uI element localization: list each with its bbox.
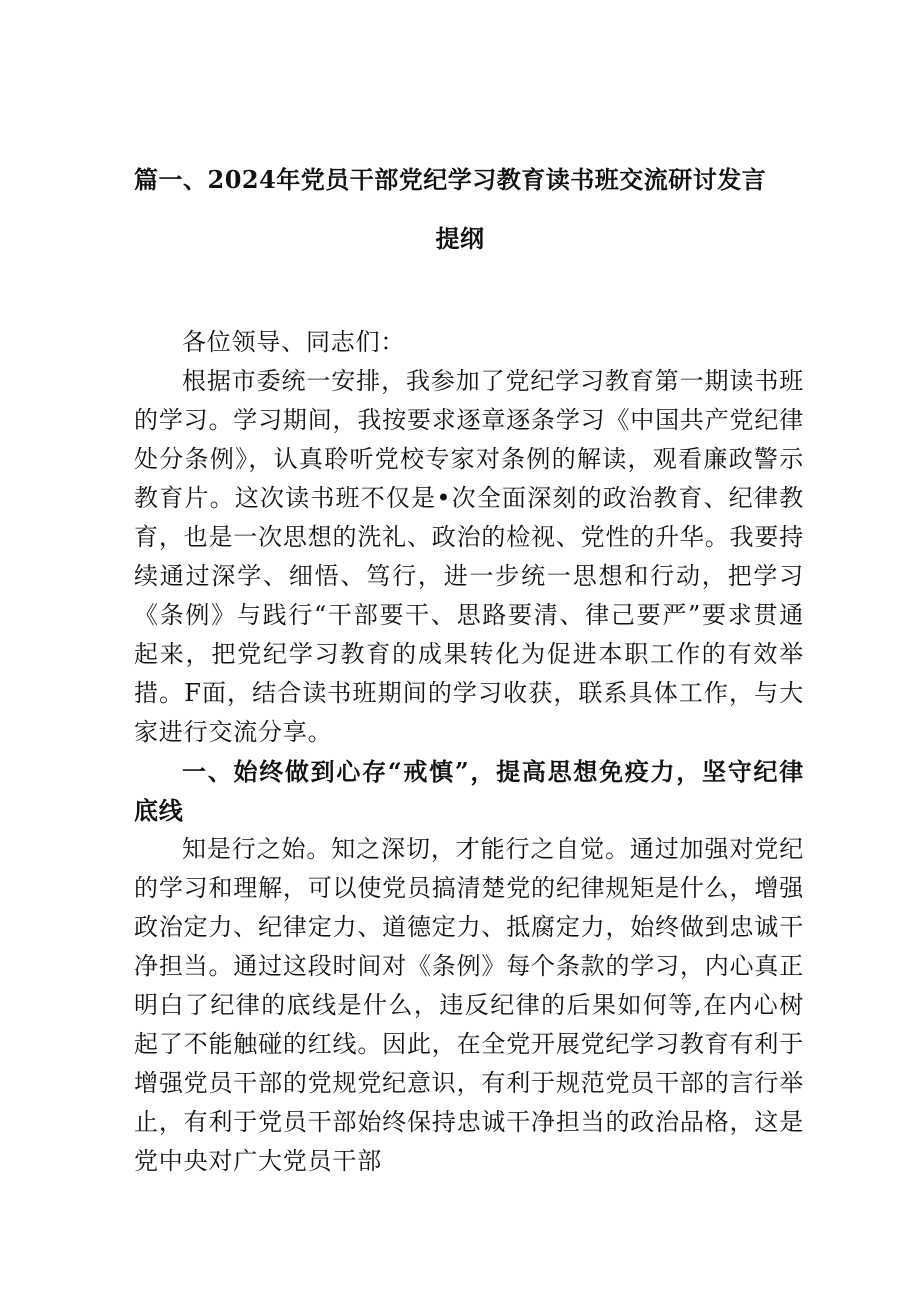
document-title-line-1: 篇一、2024年党员干部党纪学习教育读书班交流研讨发言	[134, 165, 767, 194]
document-body	[134, 323, 804, 1181]
paragraph-section-1: 知是行之始。知之深切，才能行之自觉。通过加强对党纪的学习和理解，可以使党员搞清楚党的纪律规矩是什么，增强政治定力、纪律定力、道德定力、抵腐定力，始终做到忠诚干净担当。通过这段时间对《条例》每个条款的学习，内心真正明白了纪律的底线是什么，违反纪律的后果如何等,在内心树起了不能触碰的红线。因此，在全党开展党纪学习教育有利于增强党员干部的党规党纪意识，有利于规范党员干部的言行举止，有利于党员干部始终保持忠诚干净担当的政治品格，这是党中央对广大党员干部	[134, 835, 804, 1175]
section-heading-1: 一、始终做到心存“戒慎”，提高思想免疫力，坚守纪律底线	[134, 757, 804, 825]
document-title-line-2: 提纲	[435, 224, 485, 253]
paragraph-intro: 根据市委统一安排，我参加了党纪学习教育第一期读书班的学习。学习期间，我按要求逐章逐条学习《中国共产党纪律处分条例》，认真聆听党校专家对条例的解读，观看廉政警示教育片。这次读书班不仅是•次全面深刻的政治教育、纪律教育，也是一次思想的洗礼、政治的检视、党性的升华。我要持续通过深学、细悟、笃行，进一步统一思想和行动，把学习《条例》与践行“干部要干、思路要清、律己要严”要求贯通起来，把党纪学习教育的成果转化为促进本职工作的有效举措。F面，结合读书班期间的学习收获，联系具体工作，与大家进行交流分享。	[134, 367, 804, 746]
salutation: 各位领导、同志们：	[182, 328, 406, 356]
